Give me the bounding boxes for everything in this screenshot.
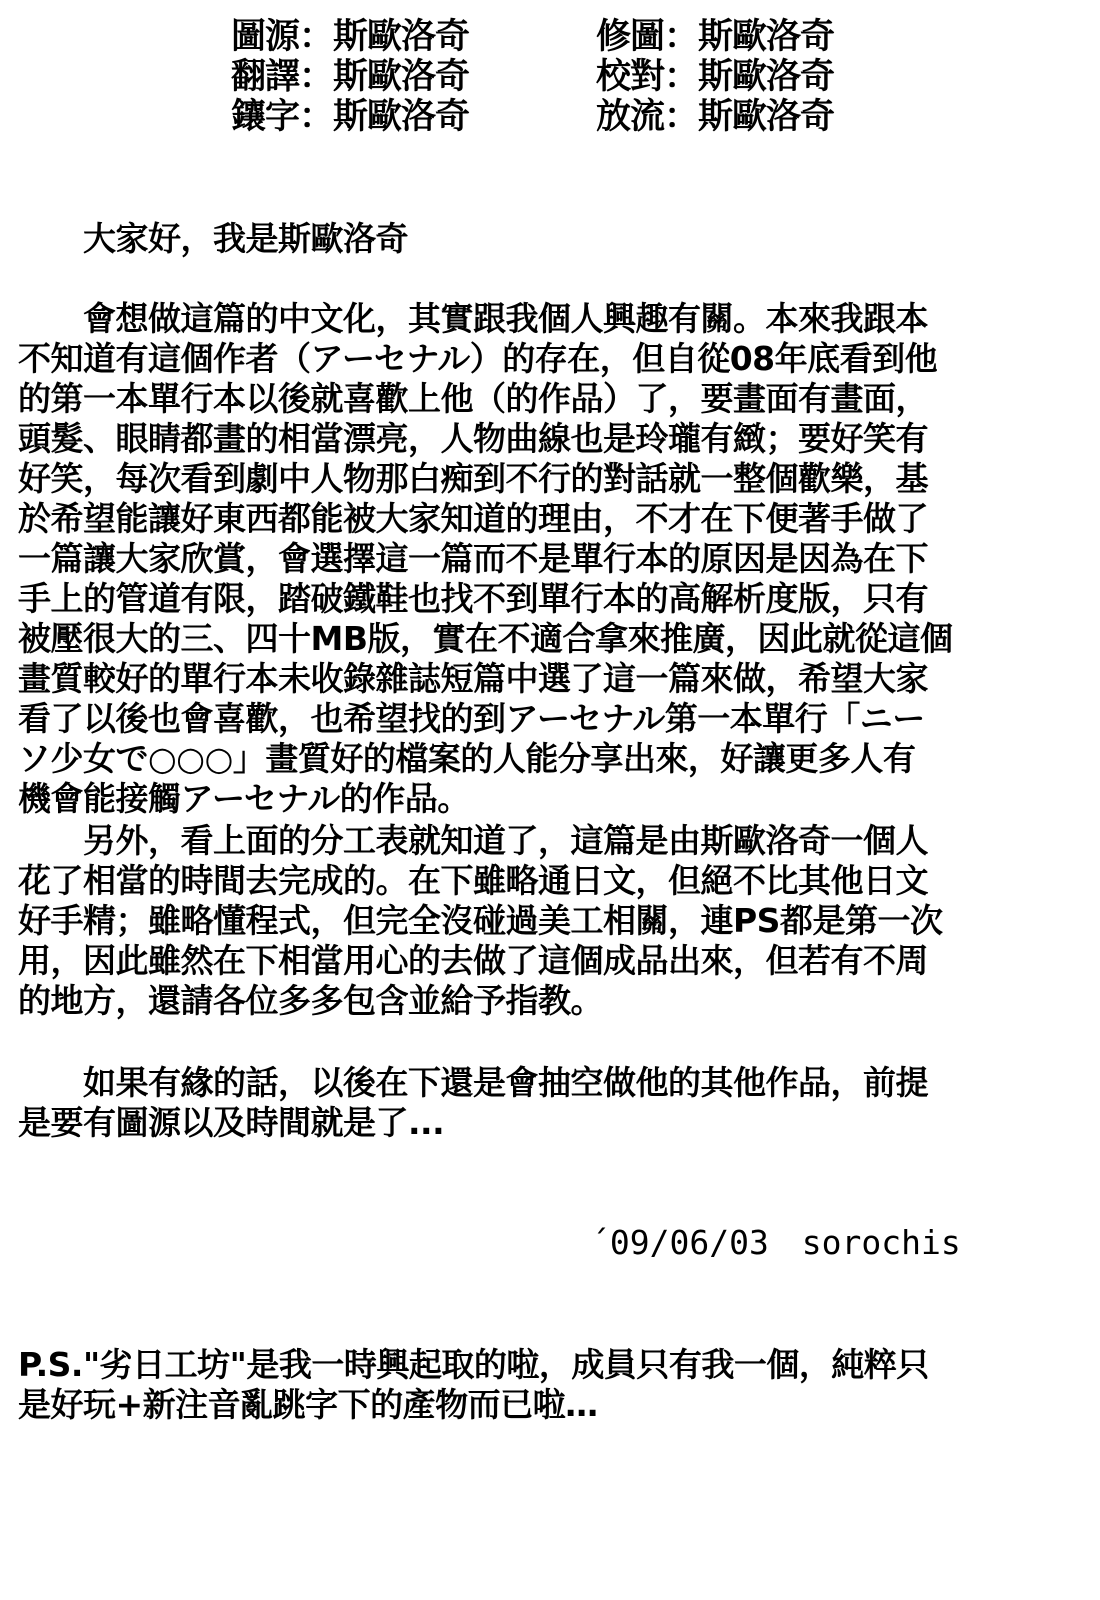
credit-typesetting: 鑲字：斯歐洛奇	[231, 97, 470, 137]
text-line: 用，因此雖然在下相當用心的去做了這個成品出來，但若有不周	[18, 941, 928, 980]
text-line: 是好玩+新注音亂跳字下的產物而已啦…	[18, 1385, 598, 1424]
text-line: 另外，看上面的分工表就知道了，這篇是由斯歐洛奇一個人	[18, 821, 928, 860]
postscript	[18, 1345, 1058, 1425]
greeting	[18, 219, 1058, 259]
paragraph-3	[18, 1063, 1058, 1143]
text-line: 好笑，每次看到劇中人物那白痴到不行的對話就一整個歡樂，基	[18, 459, 928, 498]
text-line: 花了相當的時間去完成的。在下雖略通日文，但絕不比其他日文	[18, 861, 928, 900]
text-line: 是要有圖源以及時間就是了...	[18, 1103, 445, 1142]
credit-proofreading: 校對：斯歐洛奇	[596, 57, 835, 97]
credit-release: 放流：斯歐洛奇	[596, 97, 835, 137]
text-line: 好手精；雖略懂程式，但完全沒碰過美工相關，連PS都是第一次	[18, 901, 943, 940]
text-line: 不知道有這個作者（アーセナル）的存在，但自從08年底看到他	[18, 339, 938, 378]
text-line: 如果有緣的話，以後在下還是會抽空做他的其他作品，前提	[18, 1063, 928, 1102]
paragraph-1	[18, 299, 1058, 819]
signature-date: ´09/06/03 sorochis	[590, 1223, 961, 1262]
credit-translation: 翻譯：斯歐洛奇	[231, 57, 470, 97]
paragraph-2	[18, 821, 1058, 1021]
text-line: P.S."劣日工坊"是我一時興起取的啦，成員只有我一個，純粹只	[18, 1345, 929, 1384]
greeting-line: 大家好，我是斯歐洛奇	[18, 219, 408, 258]
text-line: 的地方，還請各位多多包含並給予指教。	[18, 981, 603, 1020]
text-line: 機會能接觸アーセナル的作品。	[18, 779, 470, 818]
text-line: 看了以後也會喜歡，也希望找的到アーセナル第一本單行「ニー	[18, 699, 925, 738]
text-line: 畫質較好的單行本未收錄雜誌短篇中選了這一篇來做，希望大家	[18, 659, 928, 698]
text-line: ソ少女で○○○」畫質好的檔案的人能分享出來，好讓更多人有	[18, 739, 916, 778]
credit-retouch: 修圖：斯歐洛奇	[596, 17, 835, 57]
text-line: 的第一本單行本以後就喜歡上他（的作品）了，要畫面有畫面，	[18, 379, 928, 418]
text-line: 於希望能讓好東西都能被大家知道的理由，不才在下便著手做了	[18, 499, 928, 538]
text-line: 被壓很大的三、四十MB版，實在不適合拿來推廣，因此就從這個	[18, 619, 953, 658]
text-line: 會想做這篇的中文化，其實跟我個人興趣有關。本來我跟本	[18, 299, 928, 338]
text-line: 一篇讓大家欣賞，會選擇這一篇而不是單行本的原因是因為在下	[18, 539, 928, 578]
text-line: 頭髮、眼睛都畫的相當漂亮，人物曲線也是玲瓏有緻；要好笑有	[18, 419, 928, 458]
credits-table	[231, 18, 856, 136]
credit-image-source: 圖源：斯歐洛奇	[231, 17, 470, 57]
text-line: 手上的管道有限，踏破鐵鞋也找不到單行本的高解析度版，只有	[18, 579, 928, 618]
